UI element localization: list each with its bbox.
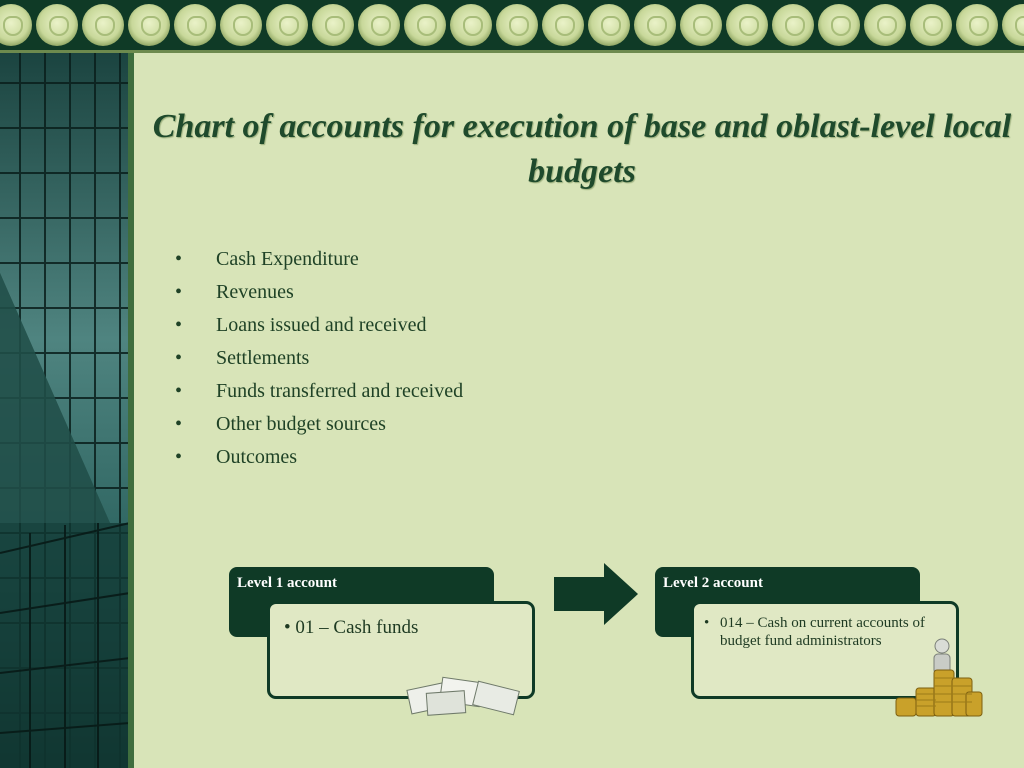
medallion-icon [772,4,814,46]
bullet-item [175,441,463,474]
medallion-icon [496,4,538,46]
medallion-icon [588,4,630,46]
person-figure-icon [934,639,950,674]
medallion-icon [82,4,124,46]
bullet-item [175,309,463,342]
banknotes-icon [405,672,530,722]
coin-stack-icon [890,636,984,722]
bullet-marker: • [175,380,183,402]
medallion-icon [0,4,32,46]
bullet-item [175,408,463,441]
bullet-text: Loans issued and received [216,314,427,336]
bullet-marker: • [175,248,183,270]
medallion-icon [266,4,308,46]
top-divider [0,50,1024,53]
bullet-text: Cash Expenditure [216,248,359,270]
level1-heading: Level 1 account [237,575,337,591]
bullet-marker: • [175,314,183,336]
bullet-text: Settlements [216,347,310,369]
medallion-icon [404,4,446,46]
medallion-icon [1002,4,1024,46]
bullet-marker: • [175,413,183,435]
glass-building-graphic [0,53,134,768]
bullet-marker: • [175,347,183,369]
bullet-text: Funds transferred and received [216,380,464,402]
building-image [0,53,134,768]
bullet-item [175,276,463,309]
medallion-icon [220,4,262,46]
bullet-marker: • [175,446,183,468]
arrow-right-icon [554,563,638,627]
medallion-icon [726,4,768,46]
medallion-icon [910,4,952,46]
medallion-icon [174,4,216,46]
medallion-icon [450,4,492,46]
medallion-icon [864,4,906,46]
medallion-icon [312,4,354,46]
medallion-icon [818,4,860,46]
slide-title: Chart of accounts for execution of base and oblast-level local budgets [152,108,1012,190]
bullet-item [175,342,463,375]
bullet-text: Other budget sources [216,413,386,435]
bullet-text: Outcomes [216,446,298,468]
level2-item-marker: • [704,615,710,631]
level1-item: • 01 – Cash funds [284,617,419,638]
medallion-icon [680,4,722,46]
medallion-row [0,4,1024,50]
decorative-top-band [0,0,1024,52]
medallion-icon [36,4,78,46]
medallion-icon [358,4,400,46]
medallion-icon [634,4,676,46]
medallion-icon [128,4,170,46]
level2-item: 014 – Cash on current accounts of budget fund administrators [720,615,925,649]
bullet-marker: • [175,281,183,303]
bullet-item [175,243,463,276]
level2-heading: Level 2 account [663,575,763,591]
medallion-icon [956,4,998,46]
medallion-icon [542,4,584,46]
bullet-text: Revenues [216,281,294,303]
bullet-item [175,375,463,408]
bullet-list [175,243,463,474]
